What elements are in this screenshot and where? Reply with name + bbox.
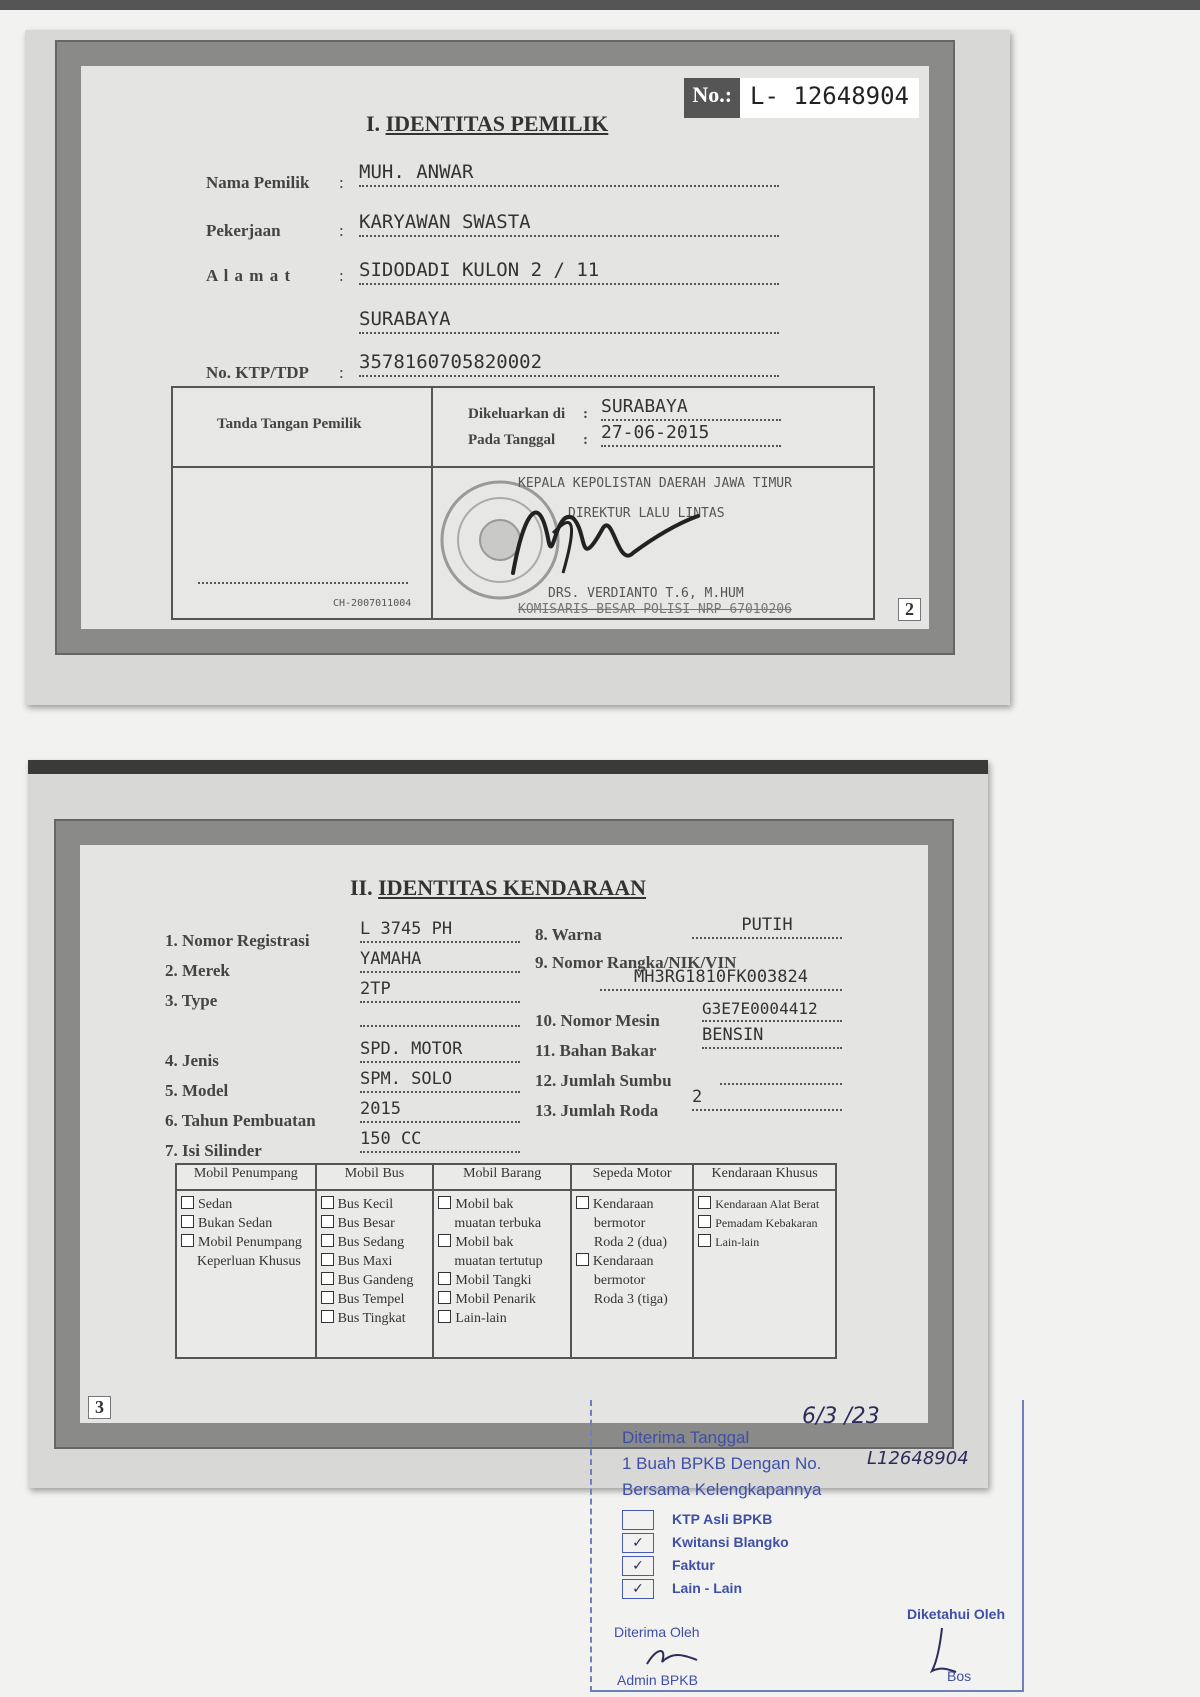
list-item: Bus Tempel <box>321 1290 429 1309</box>
list-item: Mobil Penumpang <box>181 1233 311 1252</box>
list-item: bermotor <box>593 1216 646 1231</box>
field-value: MH3RG1810FK003824 <box>600 967 842 991</box>
colon: : <box>339 266 344 285</box>
pekerjaan-value: KARYAWAN SWASTA <box>359 211 779 237</box>
colon: : <box>339 363 344 382</box>
table-row <box>176 1190 836 1358</box>
field-value: L 3745 PH <box>360 919 520 943</box>
field-label: 3. Type <box>165 991 218 1010</box>
received-by-label: Diterima Oleh <box>614 1624 700 1640</box>
field-value: BENSIN <box>702 1025 842 1049</box>
field-value: G3E7E0004412 <box>702 999 842 1022</box>
field-value: PUTIH <box>692 915 842 939</box>
item-faktur: Faktur <box>672 1557 715 1573</box>
table-header: Kendaraan Khusus <box>693 1164 836 1190</box>
ktp-value: 3578160705820002 <box>359 351 779 377</box>
checkbox <box>576 1253 589 1266</box>
list-item: Pemadam Kebakaran <box>698 1214 831 1233</box>
checkbox <box>438 1234 451 1247</box>
table-header: Sepeda Motor <box>571 1164 693 1190</box>
alamat-label: A l a m a t <box>206 266 292 285</box>
category-mobil-penumpang <box>176 1190 316 1358</box>
section-number: II. <box>350 875 373 900</box>
field-value: 2015 <box>360 1099 520 1123</box>
list-item: Mobil bak <box>438 1233 566 1252</box>
checkbox <box>438 1272 451 1285</box>
checkbox <box>181 1215 194 1228</box>
checkbox <box>321 1215 334 1228</box>
checkbox <box>438 1310 451 1323</box>
issued-date-value: 27-06-2015 <box>601 422 781 447</box>
vehicle-panel <box>80 845 928 1423</box>
field-label: 7. Isi Silinder <box>165 1141 262 1160</box>
list-item: muatan tertutup <box>454 1254 543 1269</box>
section-title-text: IDENTITAS PEMILIK <box>385 111 609 136</box>
received-by-name: Admin BPKB <box>617 1672 698 1688</box>
field-label: 9. Nomor Rangka/NIK/VIN <box>535 953 737 972</box>
document-number-value: L- 12648904 <box>740 78 919 118</box>
list-item: Sedan <box>181 1195 311 1214</box>
field-label: 12. Jumlah Sumbu <box>535 1071 672 1090</box>
section-number: I. <box>366 111 381 136</box>
field-label: 4. Jenis <box>165 1051 219 1070</box>
checkbox <box>698 1215 711 1228</box>
document-number-label: No.: <box>684 78 740 118</box>
category-mobil-bus <box>316 1190 434 1358</box>
bpkb-page-owner <box>25 30 1010 705</box>
known-by-label: Diketahui Oleh <box>907 1606 1006 1622</box>
received-date-value: 6/3 /23 <box>802 1404 880 1429</box>
list-item: Keperluan Khusus <box>197 1254 301 1269</box>
page-number: 2 <box>898 598 921 621</box>
official-title-line1: KEPALA KEPOLISTAN DAERAH JAWA TIMUR <box>518 476 792 491</box>
field-value <box>720 1059 842 1085</box>
list-item: bermotor <box>593 1273 646 1288</box>
list-item: Bus Besar <box>321 1214 429 1233</box>
checkbox <box>321 1291 334 1304</box>
nama-label: Nama Pemilik <box>206 173 310 192</box>
bpkb-page-vehicle <box>28 760 988 1488</box>
section-title <box>350 875 646 901</box>
field-label: 8. Warna <box>535 925 602 944</box>
checkbox <box>321 1196 334 1209</box>
nama-value: MUH. ANWAR <box>359 161 779 187</box>
checkbox-ktp <box>622 1510 654 1530</box>
field-label: 2. Merek <box>165 961 230 980</box>
list-item: Kendaraan <box>576 1252 688 1271</box>
ktp-label: No. KTP/TDP <box>206 363 309 382</box>
checkbox <box>181 1196 194 1209</box>
list-item: Bus Tingkat <box>321 1309 429 1328</box>
colon: : <box>339 221 344 240</box>
checkbox-faktur: ✓ <box>622 1556 654 1576</box>
colon: : <box>583 432 588 448</box>
list-item: Bus Maxi <box>321 1252 429 1271</box>
pekerjaan-label: Pekerjaan <box>206 221 281 240</box>
item-ktp: KTP Asli BPKB <box>672 1511 773 1527</box>
list-item: Bus Kecil <box>321 1195 429 1214</box>
list-item: Kendaraan Alat Berat <box>698 1195 831 1214</box>
checkbox <box>438 1291 451 1304</box>
table-header: Mobil Bus <box>316 1164 434 1190</box>
list-item: Mobil Tangki <box>438 1271 566 1290</box>
field-value: 150 CC <box>360 1129 520 1153</box>
field-value: 2 <box>692 1087 842 1111</box>
bpkb-line: 1 Buah BPKB Dengan No. <box>622 1454 822 1473</box>
list-item: Bus Sedang <box>321 1233 429 1252</box>
blank-line <box>360 1025 520 1027</box>
known-by-name: Bos <box>947 1668 972 1684</box>
checkbox <box>181 1234 194 1247</box>
list-item: muatan terbuka <box>454 1216 542 1231</box>
checkbox <box>321 1253 334 1266</box>
field-value: SPD. MOTOR <box>360 1039 520 1063</box>
checkbox-kwitansi: ✓ <box>622 1533 654 1553</box>
list-item: Mobil Penarik <box>438 1290 566 1309</box>
checkbox-lain: ✓ <box>622 1579 654 1599</box>
issued-at-label: Dikeluarkan di <box>468 406 566 422</box>
field-value: 2TP <box>360 979 520 1003</box>
field-label: 6. Tahun Pembuatan <box>165 1111 316 1130</box>
admin-signature-icon <box>642 1642 702 1672</box>
table-header: Mobil Penumpang <box>176 1164 316 1190</box>
table-header: Mobil Barang <box>433 1164 571 1190</box>
receipt-stamp <box>590 1400 1024 1692</box>
checkbox <box>698 1234 711 1247</box>
category-kendaraan-khusus <box>693 1190 836 1358</box>
field-label: 13. Jumlah Roda <box>535 1101 659 1120</box>
vehicle-category-table <box>175 1163 837 1359</box>
owner-panel <box>81 66 929 629</box>
colon: : <box>339 173 344 192</box>
document-number <box>684 78 919 118</box>
alamat-value-line2: SURABAYA <box>359 308 779 334</box>
field-label: 11. Bahan Bakar <box>535 1041 657 1060</box>
field-label: 1. Nomor Registrasi <box>165 931 310 950</box>
issued-at-value: SURABAYA <box>601 396 781 421</box>
item-lain: Lain - Lain <box>672 1580 742 1596</box>
issued-date-label: Pada Tanggal <box>468 432 556 448</box>
completeness-line: Bersama Kelengkapannya <box>622 1480 822 1499</box>
list-item: Bukan Sedan <box>181 1214 311 1233</box>
checkbox <box>321 1234 334 1247</box>
official-rank: KOMISARIS BESAR POLISI NRP 67010206 <box>518 602 792 617</box>
guilloche-frame <box>55 40 955 655</box>
signature-grid <box>171 386 875 620</box>
list-item: Kendaraan <box>576 1195 688 1214</box>
guilloche-frame <box>54 819 954 1449</box>
official-name: DRS. VERDIANTO T.6, M.HUM <box>548 586 744 601</box>
owner-signature-line <box>198 582 408 584</box>
section-title <box>366 111 608 137</box>
owner-signature-label: Tanda Tangan Pemilik <box>217 416 362 432</box>
page-top-edge <box>0 0 1200 10</box>
field-value: YAMAHA <box>360 949 520 973</box>
bpkb-number-value: L12648904 <box>867 1448 969 1469</box>
received-date-label: Diterima Tanggal <box>622 1428 750 1447</box>
checkbox <box>576 1196 589 1209</box>
table-header-row <box>176 1164 836 1190</box>
field-value: SPM. SOLO <box>360 1069 520 1093</box>
page-number: 3 <box>88 1396 111 1419</box>
list-item: Lain-lain <box>698 1233 831 1252</box>
alamat-value-line1: SIDODADI KULON 2 / 11 <box>359 259 779 285</box>
item-kwitansi: Kwitansi Blangko <box>672 1534 789 1550</box>
category-sepeda-motor <box>571 1190 693 1358</box>
official-signature-icon <box>493 478 713 588</box>
grid-divider-vertical <box>431 388 433 618</box>
checkbox <box>321 1272 334 1285</box>
section-title-text: IDENTITAS KENDARAAN <box>378 875 647 900</box>
serial-code: CH-2007011004 <box>333 598 412 609</box>
list-item: Roda 2 (dua) <box>593 1235 668 1250</box>
list-item: Roda 3 (tiga) <box>593 1292 668 1307</box>
checkbox <box>438 1196 451 1209</box>
official-title-line2: DIREKTUR LALU LINTAS <box>568 506 725 521</box>
checkbox <box>321 1310 334 1323</box>
list-item: Lain-lain <box>438 1309 566 1328</box>
colon: : <box>583 406 588 422</box>
category-mobil-barang <box>433 1190 571 1358</box>
list-item: Mobil bak <box>438 1195 566 1214</box>
field-label: 10. Nomor Mesin <box>535 1011 660 1030</box>
checkbox <box>698 1196 711 1209</box>
list-item: Bus Gandeng <box>321 1271 429 1290</box>
field-label: 5. Model <box>165 1081 229 1100</box>
